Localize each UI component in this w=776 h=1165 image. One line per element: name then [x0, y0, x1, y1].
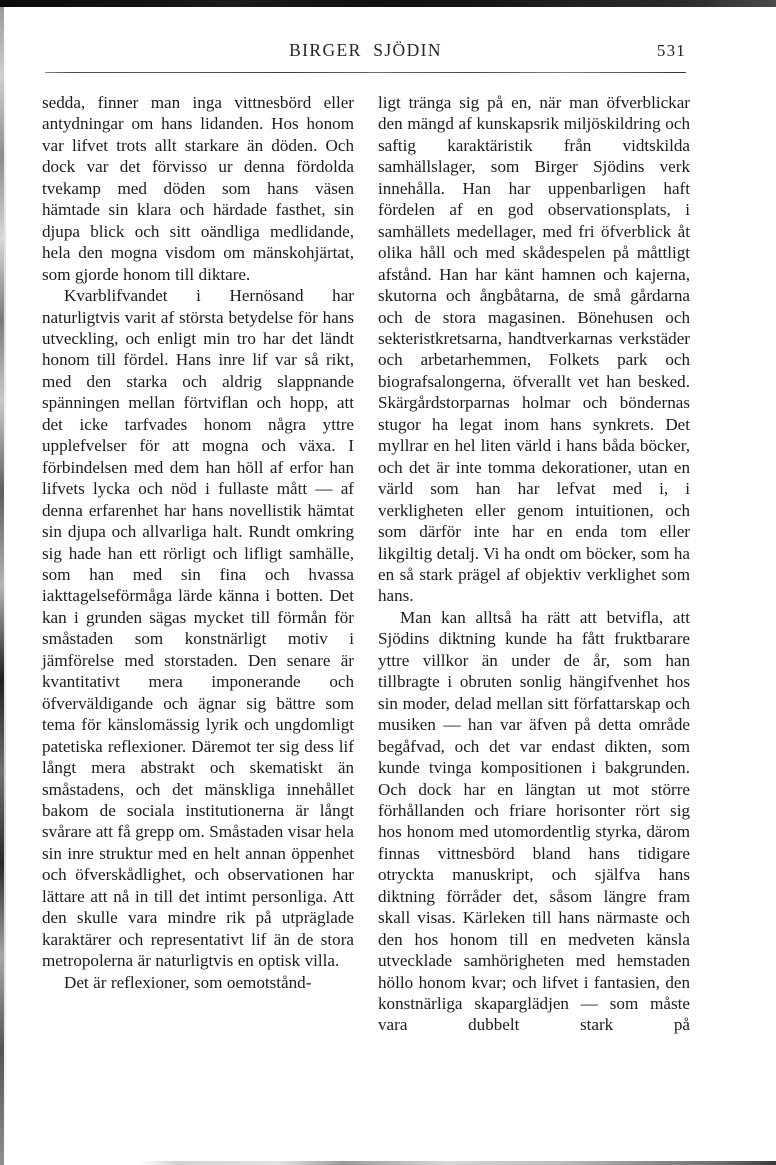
page-number: 531 — [656, 41, 686, 60]
paragraph: sedda, finner man inga vittnesbörd eller antydningar om hans lidanden. Hos honom var lifvet trots allt starkare än döden. Och dock var det förvisso ur denna fördolda tvekamp med döden som hans väsen hämtade sin klara och härdade fasthet, sin djupa blick och sitt oändliga medlidande, hela den mogna visdom om mänskohjärtat, som gjorde honom till diktare. — [42, 93, 354, 284]
paragraph: ligt tränga sig på en, när man öfverblickar den mängd af kunskapsrik miljöskildring och saftig karaktäristik från vidtskilda samhällslager, som Birger Sjödins verk innehålla. Han har uppenbarligen haft fördelen af en god observationsplats, i samhällets medellager, med fri öfverblick åt olika håll och med skådespelen på måttligt afstånd. Han har känt hamnen och kajerna, skutorna och ångbåtarna, de små gårdarna och de stora magasinen. Bönehusen och sekteristkretsarna, handtverkarnas verkstäder och arbetarhemmen, Folkets park och biografsalongerna, öfverallt vet han besked. Skärgårdstorparnas holmar och böndernas stugor ha legat inom hans synkrets. Det myllrar en hel liten värld i hans båda böcker, och det är inte tomma dekorationer, utan en värld som han har lefvat med i, i verkligheten eller genom intuitionen, och som därför inte har en enda tom eller likgiltig detalj. Vi ha ondt om böcker, som ha en så stark prägel af objektiv verklighet som hans. — [378, 93, 690, 606]
paragraph: Kvarblifvandet i Hernösand har naturligtvis varit af största betydelse för hans utveckling, och enligt min tro har det ländt honom till fördel. Hans inre lif var så rikt, med den starka och aldrig slappnande spänningen mellan förtviflan och hopp, att det icke tarfvades honom några yttre upplefvelser för att mogna och växa. I förbindelsen med dem han höll af erfor han lifvets lycka och nöd i fullaste mått — af denna erfarenhet har hans novellistik hämtat sin djupa och allvarliga halt. Rundt omkring sig hade han ett rörligt och lifligt samhälle, som han med sin fina och hvassa iakttagelseförmåga lärde känna i botten. Det kan i grunden sägas mycket till förmån för småstaden som konstnärligt motiv i jämförelse med storstaden. Den senare är kvantitativt mera imponerande och öfverväldigande och ägnar sig bättre som tema för känslomässig lyrik och ungdomligt patetiska reflexioner. Däremot ter sig dess lif långt mera abstrakt och skematiskt än småstadens, och det mänskliga innehållet bakom de sociala institutionerna är långt svårare att få grepp om. Småstaden visar hela sin inre struktur med en helt annan öppenhet och öfverskådlighet, och observationen har lättare att nå in till det intimt personliga. Att den skulle vara mindre rik på utpräglade karaktärer och representativt lif än de stora metropolerna är naturligtvis en optisk villa. — [42, 286, 354, 971]
scan-edge-left-secondary — [4, 7, 6, 1165]
running-head-title: BIRGER SJÖDIN — [289, 40, 442, 60]
column-left — [42, 92, 354, 1036]
scan-edge-top — [0, 0, 776, 7]
header-rule — [45, 72, 686, 73]
paragraph: Det är reflexioner, som oemotstånd- — [64, 972, 312, 992]
running-head — [45, 40, 686, 66]
text-body — [42, 92, 690, 1036]
scan-edge-bottom — [140, 1161, 776, 1165]
column-right — [378, 92, 690, 1036]
paragraph: Man kan alltså ha rätt att betvifla, att Sjödins diktning kunde ha fått fruktbarare yttre villkor än under de år, som han tillbragte i obruten sonlig hängifvenhet hos sin moder, delad mellan sitt författarskap och musiken — han var äfven på detta område begåfvad, och det var endast dikten, som kunde tvinga kompositionen i bakgrunden. Och dock har en längtan ut mot större förhållanden och friare horisonter rört sig hos honom med utomordentlig styrka, därom finnas vittnesbörd bland hans tidigare otryckta manuskript, och själfva hans diktning förråder det, såsom längre fram skall visas. Kärleken till hans närmaste och den hos honom till en medveten känsla utvecklade samhörigheten med hemstaden höllo honom kvar; och lifvet i fantasien, den konstnärliga skaparglädjen — som måste vara dubbelt stark på — [378, 607, 690, 1035]
